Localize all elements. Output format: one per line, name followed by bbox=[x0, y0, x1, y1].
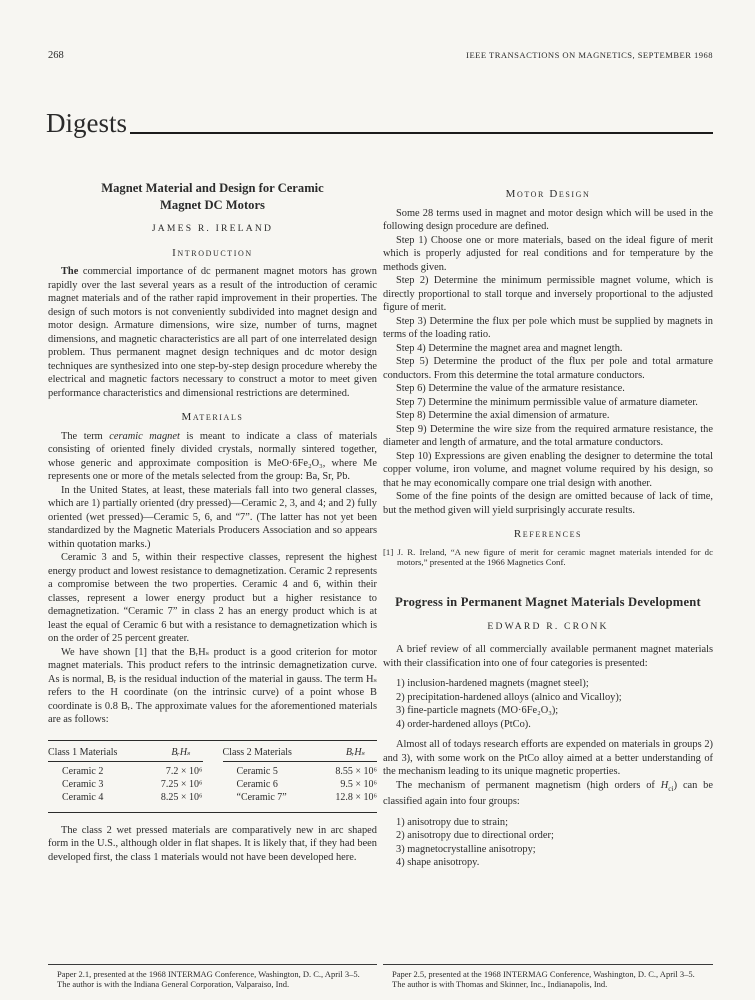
materials-heading: Materials bbox=[181, 411, 244, 423]
design-step: Step 10) Expressions are given enabling the designer to determine the total copper volume, iron volume, and magnet volume required by his design, so that he may economically compare one trial design with another. bbox=[383, 450, 713, 489]
digests-heading-row bbox=[46, 108, 713, 138]
introduction-text: commercial importance of dc permanent magnet motors has grown rapidly over the last several years as a result of the introduction of ceramic magnet materials and of the rather rapid improvement in their properties. The design of such motors is not conveniently subdivided into magnet design and motor design. Armature dimensions, wire size, number of turns, magnet dimensions, and magnetic characteristics are all part of one interrelated design problem. Thus permanent magnet design techniques and dc motor design techniques are synthesized into one step-by-step design procedure whereby the electrical and magnetic factors necessary to construct a motor to meet given performance characteristics and dimensional restrictions are determined. bbox=[48, 266, 377, 399]
materials-p1-post: is meant to indicate a class of materials consisting of oriented finely divided crystals, normally sintered together, whose generic and approximate composition is MeO·6Fe₂O₃, where Me represents one or more of the metals selected from the group: Ba, Sr, Pb. bbox=[48, 430, 378, 482]
class2-table-header bbox=[223, 746, 378, 762]
list-item: 4) shape anisotropy. bbox=[396, 857, 480, 869]
material-value: 9.5 × 10⁶ bbox=[340, 778, 377, 790]
running-head bbox=[48, 50, 713, 61]
motor-design-intro: Some 28 terms used in magnet and motor design which will be used in the following design procedure are defined. bbox=[383, 207, 713, 232]
material-name: “Ceramic 7” bbox=[236, 791, 287, 803]
design-step: Step 9) Determine the wire size from the required armature resistance, the diameter and length of armature, and the total armature conductors. bbox=[383, 423, 713, 448]
motor-design-heading: Motor Design bbox=[505, 188, 591, 200]
anisotropy-list bbox=[383, 816, 713, 870]
left-column bbox=[48, 172, 377, 992]
list-item: 4) order-hardened alloys (PtCo). bbox=[396, 718, 531, 730]
table-row bbox=[223, 778, 378, 791]
class1-table-header bbox=[48, 746, 203, 762]
mechanism-paragraph bbox=[383, 779, 713, 809]
list-item: 2) precipitation-hardened alloys (alnico and Vicalloy); bbox=[396, 691, 622, 703]
class2-header-value: BᵣHₛ bbox=[345, 746, 365, 758]
materials-paragraph-4: We have shown [1] that the BᵣHₛ product is a good criterion for motor magnet materials. This product refers to the intrinsic demagnetization curve. As is normal, Bᵣ is the residual induction of the material in gauss. The term Hₛ refers to the H coordinate (on the intrinsic curve) of a point whose B coordinate is 0.8 Bᵣ. The approximate values for the aforementioned materials are as follows: bbox=[48, 646, 377, 725]
material-value: 8.55 × 10⁶ bbox=[335, 765, 377, 777]
material-value: 7.2 × 10⁶ bbox=[165, 765, 203, 777]
coercivity-symbol: H bbox=[660, 779, 669, 791]
list-item: 2) anisotropy due to directional order; bbox=[396, 830, 554, 842]
materials-table bbox=[48, 740, 377, 813]
material-value: 7.25 × 10⁶ bbox=[160, 778, 203, 790]
material-name: Ceramic 6 bbox=[236, 778, 278, 790]
material-name: Ceramic 5 bbox=[236, 765, 278, 777]
page-number: 268 bbox=[48, 50, 64, 61]
materials-paragraph-3: Ceramic 3 and 5, within their respective classes, represent the highest energy product and lowest resistance to demagnetization. Ceramic 2 represents a compromise between the two properties. Ceramic 4 and 6, within their classes, represent a lower energy product but a higher resistance to demagnetization. “Ceramic 7” in class 2 has an energy product which is at least the equal of Ceramic 6 but with a resistance to demagnetization which is on the order of 25 percent greater. bbox=[48, 552, 377, 644]
article1-title: Magnet Material and Design for Ceramic Magnet DC Motors bbox=[101, 181, 324, 212]
footnote-author-affiliation: The author is with Thomas and Skinner, Inc., Indianapolis, Ind. bbox=[392, 979, 608, 990]
design-step: Step 8) Determine the axial dimension of armature. bbox=[396, 410, 610, 421]
list-item: 1) inclusion-hardened magnets (magnet steel); bbox=[396, 678, 589, 690]
research-efforts-paragraph: Almost all of todays research efforts are expended on materials in groups 2) and 3), with some work on the PtCo alloy aimed at a better understanding of the mechanism leading to its unique magnetic properties. bbox=[383, 739, 713, 778]
mechanism-post: ) can be classified again into four groups: bbox=[383, 779, 713, 808]
digests-rule bbox=[130, 132, 713, 134]
journal-title: IEEE TRANSACTIONS ON MAGNETICS, SEPTEMBER 1968 bbox=[466, 50, 713, 60]
list-item: 3) fine-particle magnets (MO·6Fe₂O₃); bbox=[396, 705, 559, 717]
design-step: Step 7) Determine the minimum permissible value of armature diameter. bbox=[396, 396, 698, 408]
article2-footnote bbox=[383, 964, 713, 990]
right-column bbox=[383, 172, 713, 992]
material-value: 8.25 × 10⁶ bbox=[160, 791, 203, 803]
lead-word: The bbox=[61, 266, 79, 277]
introduction-paragraph bbox=[48, 265, 377, 400]
materials-paragraph-1 bbox=[48, 430, 377, 484]
category-list bbox=[383, 677, 713, 731]
design-step: Step 5) Determine the product of the flux per pole and total armature conductors. From this determine the total armature conductors. bbox=[383, 356, 713, 381]
material-name: Ceramic 3 bbox=[62, 778, 104, 790]
design-step: Step 3) Determine the flux per pole which must be supplied by magnets in terms of the loading ratio. bbox=[383, 315, 713, 340]
table-row bbox=[223, 765, 378, 778]
list-item: 1) anisotropy due to strain; bbox=[396, 816, 508, 828]
material-name: Ceramic 2 bbox=[62, 765, 104, 777]
mechanism-pre: The mechanism of permanent magnetism (high orders of bbox=[396, 779, 661, 791]
footnote-paper-info: Paper 2.5, presented at the 1968 INTERMAG Conference, Washington, D. C., April 3–5. bbox=[392, 968, 695, 979]
design-step: Step 1) Choose one or more materials, based on the ideal figure of merit which is properly adjusted for real conditions and for temperature by the methods given. bbox=[383, 234, 713, 273]
references-heading: References bbox=[513, 528, 583, 540]
design-step: Step 2) Determine the minimum permissible magnet volume, which is directly proportional to stall torque and inversely proportional to the adjusted figure of merit. bbox=[383, 275, 713, 313]
article2-intro-paragraph: A brief review of all commercially available permanent magnet materials with their classification into one of four categories is presented: bbox=[383, 644, 713, 669]
design-step: Step 6) Determine the value of the armature resistance. bbox=[396, 383, 625, 394]
article2-title: Progress in Permanent Magnet Materials Development bbox=[395, 595, 701, 610]
article1-author: JAMES R. IRELAND bbox=[151, 223, 274, 234]
material-value: 12.8 × 10⁶ bbox=[335, 791, 377, 803]
motor-design-closing: Some of the fine points of the design are omitted because of lack of time, but the method given will yield surprisingly accurate results. bbox=[383, 491, 713, 516]
class1-header-name: Class 1 Materials bbox=[48, 746, 118, 758]
materials-closing-paragraph: The class 2 wet pressed materials are comparatively new in arc shaped form in the U.S., although older in flat shapes. It is likely that, if they had been developed first, the class 1 materials would not have been developed here. bbox=[48, 824, 377, 863]
table-row bbox=[48, 791, 203, 804]
table-row bbox=[223, 791, 378, 804]
reference-entry: [1] J. R. Ireland, “A new figure of merit for ceramic magnet materials intended for dc motors,” presented at the 1966 Magnetics Conf. bbox=[383, 546, 713, 568]
material-name: Ceramic 4 bbox=[62, 791, 104, 803]
materials-p1-pre: The term bbox=[61, 430, 110, 442]
class2-header-name: Class 2 Materials bbox=[222, 746, 292, 758]
article1-footnote bbox=[48, 964, 377, 990]
class2-table bbox=[223, 746, 378, 804]
ceramic-magnet-term: ceramic magnet bbox=[109, 430, 180, 442]
digests-heading: Digests bbox=[46, 108, 127, 138]
class1-table bbox=[48, 746, 203, 804]
coercivity-subscript: ci bbox=[668, 783, 674, 793]
introduction-heading: Introduction bbox=[172, 246, 253, 259]
list-item: 3) magnetocrystalline anisotropy; bbox=[396, 843, 536, 855]
table-row bbox=[48, 778, 203, 791]
table-row bbox=[48, 765, 203, 778]
footnote-author-affiliation: The author is with the Indiana General Corporation, Valparaiso, Ind. bbox=[57, 979, 290, 990]
materials-paragraph-2: In the United States, at least, these materials fall into two general classes, which are 1) partially oriented (dry pressed)—Ceramic 2, 3, and 4; and 2) fully oriented (wet pressed)—Ceramic 5, 6, and “7”. (The latter has not yet been standardized by the Magnetic Materials Producers Association and so appears within quotation marks.) bbox=[48, 484, 377, 550]
footnote-paper-info: Paper 2.1, presented at the 1968 INTERMAG Conference, Washington, D. C., April 3–5. bbox=[57, 968, 360, 979]
class1-header-value: BᵣHₛ bbox=[171, 746, 191, 758]
design-step: Step 4) Determine the magnet area and magnet length. bbox=[396, 342, 623, 354]
article2-author: EDWARD R. CRONK bbox=[487, 620, 609, 632]
